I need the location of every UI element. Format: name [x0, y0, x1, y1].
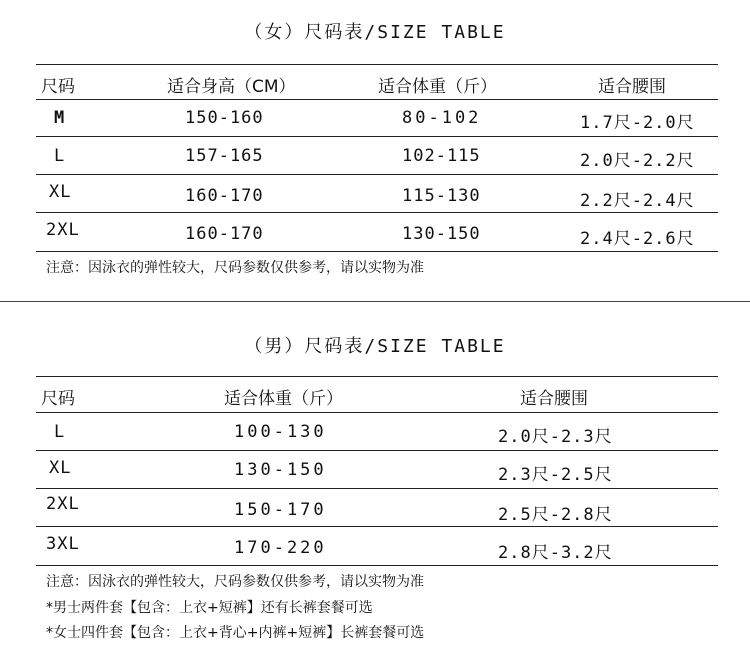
men-size-table-title: （男）尺码表/SIZE TABLE [244, 336, 506, 357]
men-row-weight: 170-220 [234, 538, 327, 558]
men-row-weight: 100-130 [234, 422, 327, 442]
women-row-waist: 2.4尺-2.6尺 [580, 229, 695, 249]
men-table-bottom-rule [36, 565, 718, 566]
women-table-row-rule [36, 174, 718, 175]
mens-two-piece-note: *男士两件套【包含：上衣+短裤】还有长裤套餐可选 [46, 600, 373, 616]
men-row-size: 2XL [46, 494, 80, 514]
women-row-size: M [54, 108, 66, 128]
men-row-waist: 2.0尺-2.3尺 [498, 427, 613, 447]
women-row-size: XL [49, 182, 72, 202]
men-row-waist: 2.3尺-2.5尺 [498, 465, 613, 485]
men-header-size: 尺码 [41, 389, 75, 409]
men-table-row-rule [36, 488, 718, 489]
women-row-weight: 80-102 [402, 108, 482, 128]
women-header-weight: 适合体重（斤） [378, 77, 497, 97]
women-row-waist: 2.0尺-2.2尺 [580, 151, 695, 171]
women-header-size: 尺码 [41, 77, 75, 97]
women-table-row-rule [36, 136, 718, 137]
men-row-size: XL [49, 458, 72, 478]
women-table-row-rule [36, 212, 718, 213]
section-divider [0, 301, 750, 302]
women-table-header-rule [36, 99, 718, 100]
women-row-height: 157-165 [185, 146, 264, 166]
men-table-row-rule [36, 450, 718, 451]
women-row-weight: 115-130 [402, 186, 481, 206]
womens-four-piece-note: *女士四件套【包含：上衣+背心+内裤+短裤】长裤套餐可选 [46, 625, 425, 641]
women-table-top-rule [36, 64, 718, 65]
men-table-header-rule [36, 412, 718, 413]
men-header-waist: 适合腰围 [520, 389, 588, 409]
women-row-height: 160-170 [185, 224, 264, 244]
men-row-weight: 150-170 [234, 500, 327, 520]
men-row-weight: 130-150 [234, 460, 327, 480]
men-table-top-rule [36, 376, 718, 377]
women-row-waist: 2.2尺-2.4尺 [580, 191, 695, 211]
women-row-height: 150-160 [185, 108, 264, 128]
men-row-waist: 2.8尺-3.2尺 [498, 543, 613, 563]
women-row-height: 160-170 [185, 186, 264, 206]
women-table-bottom-rule [36, 251, 718, 252]
men-table-note: 注意：因泳衣的弹性较大，尺码参数仅供参考，请以实物为准 [46, 574, 424, 590]
women-row-weight: 102-115 [402, 146, 481, 166]
women-table-note: 注意：因泳衣的弹性较大，尺码参数仅供参考，请以实物为准 [46, 260, 424, 276]
men-row-waist: 2.5尺-2.8尺 [498, 505, 613, 525]
women-header-waist: 适合腰围 [598, 77, 666, 97]
women-row-size: 2XL [46, 220, 80, 240]
women-size-table-title: （女）尺码表/SIZE TABLE [244, 22, 506, 43]
men-table-row-rule [36, 526, 718, 527]
women-row-size: L [54, 146, 66, 166]
women-header-height: 适合身高（CM） [167, 77, 296, 97]
men-header-weight: 适合体重（斤） [224, 389, 343, 409]
men-row-size: L [54, 422, 66, 442]
women-row-waist: 1.7尺-2.0尺 [580, 113, 695, 133]
men-row-size: 3XL [46, 534, 80, 554]
women-row-weight: 130-150 [402, 224, 481, 244]
